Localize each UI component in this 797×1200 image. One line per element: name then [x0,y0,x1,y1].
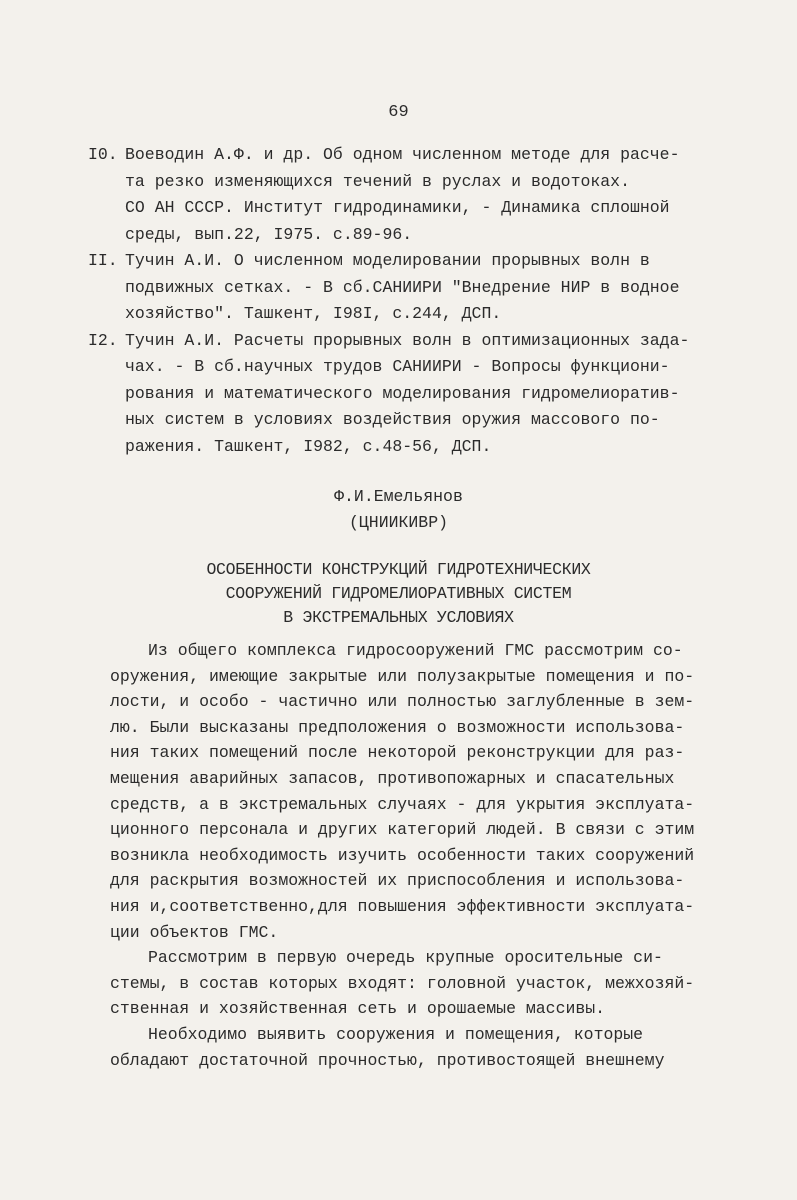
author-block [0,484,797,536]
text-line: оружения, имеющие закрытые или полузакрытые помещения и по- [110,666,695,686]
reference-number: I0. [88,145,118,164]
text-line: ственная и хозяйственная сеть и орошаемые массивы. [110,999,606,1019]
text-line: ционного персонала и других категорий людей. В связи с этим [110,820,695,840]
reference-line: ных систем в условиях воздействия оружия массового по- [125,410,660,429]
title-line: ОСОБЕННОСТИ КОНСТРУКЦИЙ ГИДРОТЕХНИЧЕСКИХ [206,560,591,579]
reference-line: рования и математического моделирования гидромелиоратив- [125,383,680,403]
references-list [88,142,698,460]
text-line: ния и,соответственно,для повышения эффективности эксплуата- [110,896,695,916]
reference-line: Воеводин А.Ф. и др. Об одном численном методе для расче- [125,145,680,164]
reference-number: II. [88,251,118,270]
reference-line: Тучин А.И. О численном моделировании прорывных волн в [125,251,650,270]
text-line: для раскрытия возможностей их приспособления и использова- [110,871,685,891]
reference-line: подвижных сетках. - В сб.САНИИРИ "Внедрение НИР в водное [125,277,680,297]
reference-line: СО АН СССР. Институт гидродинамики, - Динамика сплошной [125,198,670,217]
title-line: В ЭКСТРЕМАЛЬНЫХ УСЛОВИЯХ [283,608,514,627]
paragraph [110,945,700,1022]
paragraph [110,638,700,945]
text-line: Рассмотрим в первую очередь крупные оросительные си- [148,948,663,968]
text-line: стемы, в состав которых входят: головной участок, межхозяй- [110,973,695,993]
text-line: возникла необходимость изучить особенности таких сооружений [110,845,695,865]
article-title [0,558,797,630]
text-line: лости, и особо - частично или полностью заглубленные в зем- [110,692,695,712]
reference-item [88,248,698,328]
reference-item [88,142,698,248]
text-line: ции объектов ГМС. [110,922,279,942]
page-number: 69 [388,103,409,122]
paragraph [110,1022,700,1073]
reference-item [88,328,698,461]
reference-line: Тучин А.И. Расчеты прорывных волн в оптимизационных зада- [125,330,690,350]
text-line: средств, а в экстремальных случаях - для укрытия эксплуата- [110,794,695,814]
text-line: мещения аварийных запасов, противопожарных и спасательных [110,768,675,788]
reference-line: ражения. Ташкент, I982, с.48-56, ДСП. [125,436,492,456]
text-line: Необходимо выявить сооружения и помещения, которые [148,1024,644,1044]
author-organization: (ЦНИИКИВР) [348,513,449,532]
reference-number: I2. [88,330,118,350]
reference-line: хозяйство". Ташкент, I98I, с.244, ДСП. [125,304,502,323]
author-name: Ф.И.Емельянов [334,487,463,506]
text-line: Из общего комплекса гидросооружений ГМС рассмотрим со- [148,641,683,660]
text-line: лю. Были высказаны предположения о возможности использова- [110,717,685,737]
reference-line: та резко изменяющихся течений в руслах и водотоках. [125,171,630,191]
text-line: ния таких помещений после некоторой реконструкции для раз- [110,743,685,763]
reference-line: среды, вып.22, I975. с.89-96. [125,224,413,244]
text-line: обладают достаточной прочностью, противостоящей внешнему [110,1050,665,1070]
title-line: СООРУЖЕНИЙ ГИДРОМЕЛИОРАТИВНЫХ СИСТЕМ [225,584,572,603]
body-text [110,638,700,1073]
reference-line: чах. - В сб.научных трудов САНИИРИ - Вопросы функциони- [125,357,670,376]
